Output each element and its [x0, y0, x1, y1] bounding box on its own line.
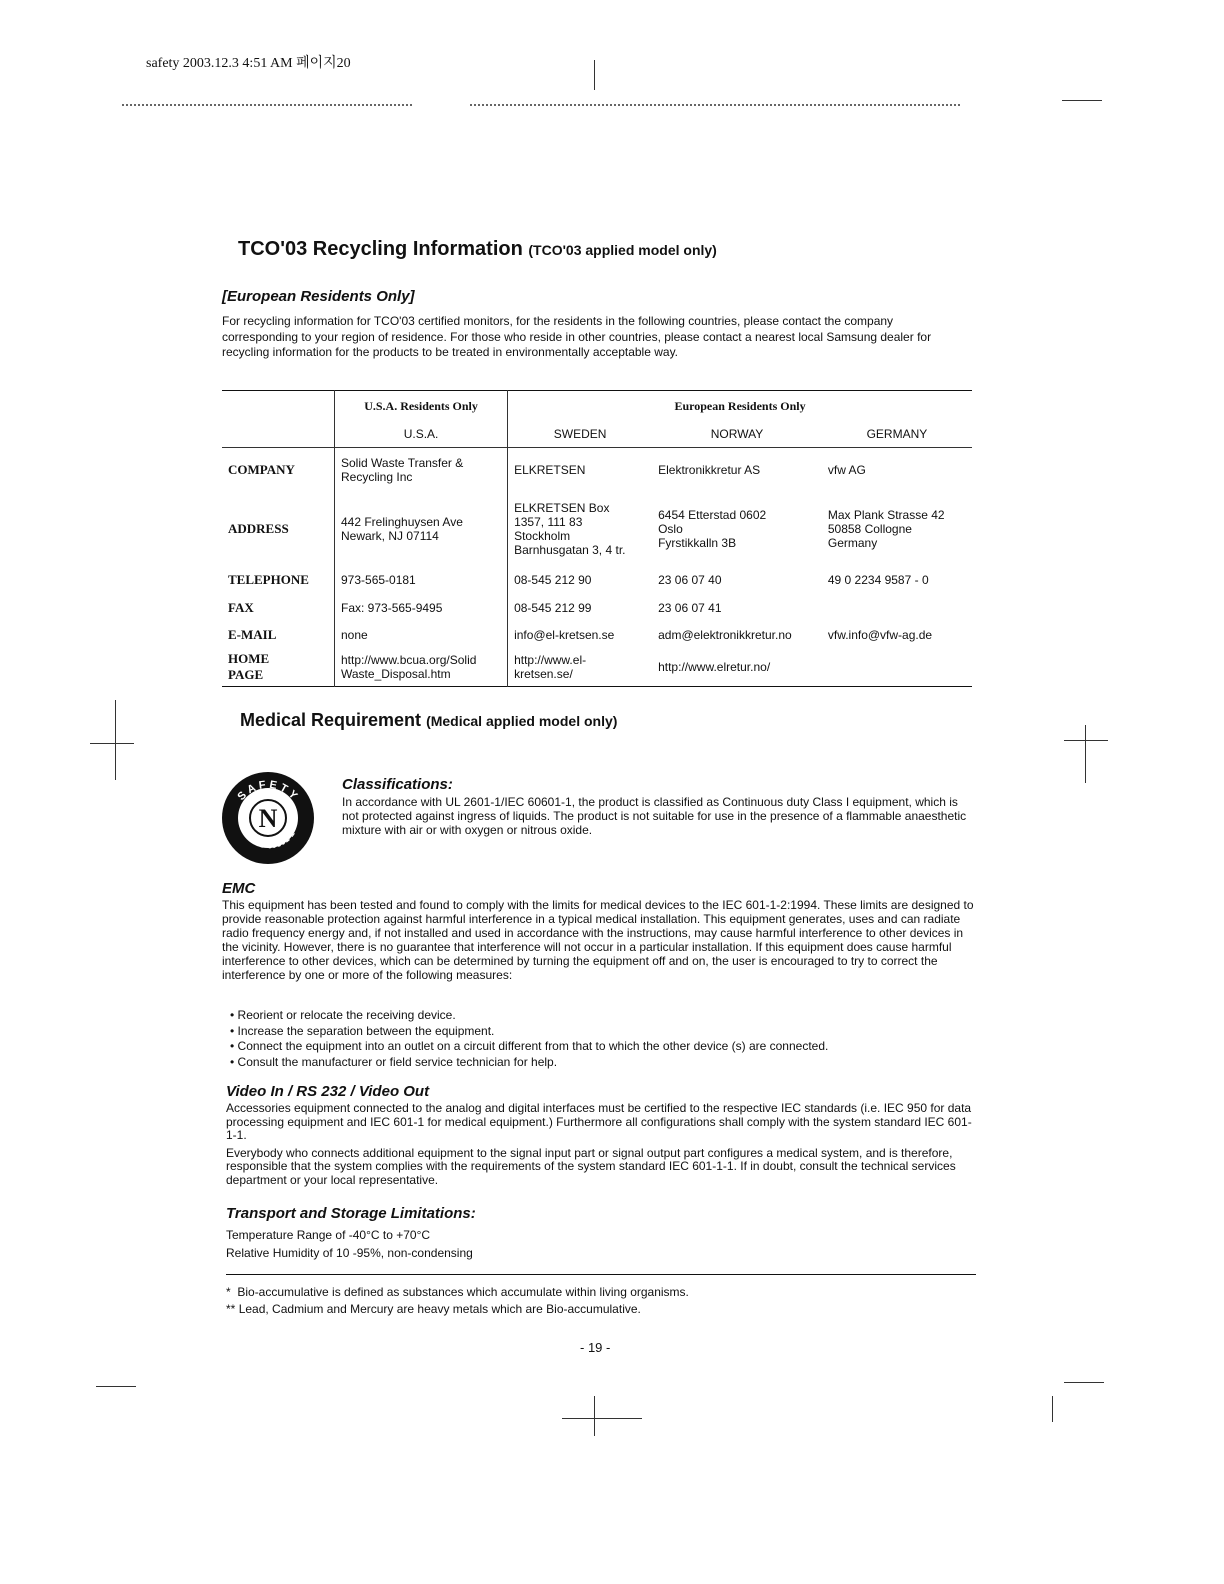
classifications-title: Classifications: — [342, 776, 453, 793]
sweden-address — [508, 492, 653, 566]
row-label-company: COMPANY — [228, 462, 295, 477]
video-rs232-body — [226, 1102, 976, 1191]
emc-title: EMC — [222, 880, 256, 897]
row-label-fax: FAX — [228, 600, 254, 615]
crop-mark-right-v — [1085, 725, 1086, 783]
seal-n-letter: N — [258, 804, 278, 833]
sweden-email[interactable]: info@el-kretsen.se — [508, 622, 653, 648]
sweden-telephone: 08-545 212 90 — [508, 566, 653, 594]
temperature-range: Temperature Range of -40°C to +70°C — [226, 1228, 431, 1242]
crop-mark-right-h — [1064, 740, 1108, 741]
empty-country-cell — [222, 421, 335, 448]
list-item: • Consult the manufacturer or field service technician for help. — [230, 1055, 970, 1071]
tco-title-note: (TCO'03 applied model only) — [528, 242, 717, 258]
footnote-2 — [226, 1301, 976, 1318]
sweden-address-line1: ELKRETSEN Box — [514, 501, 610, 515]
classifications-body: In accordance with UL 2601-1/IEC 60601-1, the product is classified as Continuous duty Class I equipment, which is not protected against ingress of liquids. The product is not suitable for use in the presence of a flammable anaesthetic mixture with air or with oxygen or nitrous oxide. — [342, 795, 967, 837]
germany-address-line1: Max Plank Strasse 42 — [827, 508, 945, 522]
table-row-email — [222, 622, 972, 648]
medical-title-note: (Medical applied model only) — [426, 713, 618, 729]
germany-telephone: 49 0 2234 9587 - 0 — [827, 573, 929, 587]
crop-mark-bottom-h — [562, 1418, 642, 1419]
list-item: • Connect the equipment into an outlet on a circuit different from that to which the other device (s) are connected. — [230, 1039, 970, 1055]
sweden-fax: 08-545 212 99 — [508, 594, 653, 622]
transport-storage-body — [226, 1226, 926, 1262]
table-row-address — [222, 492, 972, 566]
norway-telephone: 23 06 07 40 — [658, 573, 722, 587]
footnote-1-mark: * — [226, 1285, 231, 1299]
row-label-telephone: TELEPHONE — [228, 572, 309, 587]
table-row-company — [222, 448, 972, 493]
usa-telephone: 973-565-0181 — [335, 566, 508, 594]
germany-company: vfw AG — [827, 463, 866, 477]
norway-homepage[interactable]: http://www.elretur.no/ — [658, 660, 771, 674]
top-rule-right — [1062, 100, 1102, 101]
usa-homepage-line2: Waste_Disposal.htm — [341, 667, 451, 681]
norway-fax: 23 06 07 41 — [658, 601, 722, 615]
germany-address — [822, 492, 972, 566]
usa-homepage[interactable] — [335, 648, 508, 687]
corner-tick-bottom-right — [1052, 1396, 1053, 1422]
footnote-2-text: Lead, Cadmium and Mercury are heavy metals which are Bio-accumulative. — [238, 1302, 641, 1316]
crop-mark-left-v — [115, 700, 116, 780]
row-label-email: E-MAIL — [228, 627, 277, 642]
table-country-header-row — [222, 421, 972, 448]
group-eu-header: European Residents Only — [508, 391, 972, 422]
tco-title — [238, 238, 717, 261]
sweden-address-line4: Barnhusgatan 3, 4 tr. — [514, 543, 626, 557]
row-label-page: PAGE — [228, 667, 264, 682]
norway-address-line3: Fyrstikkalln 3B — [658, 536, 737, 550]
emc-measures-list — [230, 1008, 970, 1070]
crop-mark-bottom-v — [594, 1396, 595, 1436]
usa-homepage-line1: http://www.bcua.org/Solid — [341, 653, 477, 667]
norway-address — [652, 492, 822, 566]
usa-address-line2: Newark, NJ 07114 — [341, 529, 439, 543]
header-stamp: safety 2003.12.3 4:51 AM 페이지20 — [146, 56, 351, 71]
table-row-fax — [222, 594, 972, 622]
sweden-address-line2: 1357, 111 83 — [514, 515, 583, 529]
transport-storage-title: Transport and Storage Limitations: — [226, 1205, 476, 1222]
list-item: • Reorient or relocate the receiving device. — [230, 1008, 970, 1024]
safety-seal-icon — [220, 770, 316, 866]
country-germany: GERMANY — [822, 421, 972, 448]
norway-email[interactable]: adm@elektronikkretur.no — [658, 628, 792, 642]
corner-rule-bottom-left — [96, 1386, 136, 1387]
video-paragraph-2: Everybody who connects additional equipment to the signal input part or signal output part configures a medical system, and is therefore, responsible that the system complies with the requirements of the system standard IEC 601-1-1. If in doubt, consult the technical services department or your local representative. — [226, 1145, 956, 1187]
country-usa: U.S.A. — [335, 421, 508, 448]
empty-header-cell — [222, 391, 335, 422]
germany-address-line2: 50858 Collogne — [827, 522, 912, 536]
footnote-2-mark: ** — [226, 1302, 236, 1316]
table-group-header-row — [222, 391, 972, 422]
medical-title-text: Medical Requirement — [240, 710, 422, 730]
seal-bottom-text: EN/IEC 60601-1 — [239, 826, 297, 851]
sweden-homepage[interactable] — [508, 648, 653, 687]
video-rs232-title: Video In / RS 232 / Video Out — [226, 1083, 430, 1100]
norway-company: Elektronikkretur AS — [658, 463, 761, 477]
corner-rule-bottom-right — [1064, 1382, 1104, 1383]
medical-title — [240, 710, 617, 731]
tco-title-text: TCO'03 Recycling Information — [238, 238, 523, 260]
norway-address-line1: 6454 Etterstad 0602 — [658, 508, 767, 522]
sweden-company: ELKRETSEN — [508, 448, 653, 493]
row-label-address: ADDRESS — [228, 521, 289, 536]
germany-homepage — [822, 648, 972, 687]
list-item: • Increase the separation between the equipment. — [230, 1024, 970, 1040]
tco-intro-paragraph: For recycling information for TCO'03 certified monitors, for the residents in the following countries, please contact the company corresponding to your region of residence. For those who reside in other countries, please contact a nearest local Samsung dealer for recycling information for the products to be treated in environmentally acceptable way. — [222, 314, 932, 359]
germany-fax — [822, 594, 972, 622]
usa-company-line2: Recycling Inc — [341, 470, 413, 484]
footnote-1 — [226, 1284, 976, 1301]
humidity-range: Relative Humidity of 10 -95%, non-condensing — [226, 1246, 473, 1260]
top-dotted-rule-right — [470, 104, 960, 106]
table-row-homepage — [222, 648, 972, 687]
country-norway: NORWAY — [652, 421, 822, 448]
usa-company-line1: Solid Waste Transfer & — [341, 456, 464, 470]
sweden-homepage-line2: kretsen.se/ — [514, 667, 573, 681]
usa-address — [335, 492, 508, 566]
row-label-home: HOME — [228, 651, 270, 666]
usa-address-line1: 442 Frelinghuysen Ave — [341, 515, 463, 529]
footnotes — [226, 1284, 976, 1318]
usa-fax: Fax: 973-565-9495 — [335, 594, 508, 622]
sweden-homepage-line1: http://www.el- — [514, 653, 587, 667]
country-sweden: SWEDEN — [508, 421, 653, 448]
crop-mark-left-h — [90, 743, 134, 744]
usa-company — [335, 448, 508, 493]
crop-mark-top — [594, 60, 595, 90]
recycling-contacts-table — [222, 390, 972, 687]
emc-body: This equipment has been tested and found to comply with the limits for medical devices to the IEC 601-1-2:1994. These limits are designed to provide reasonable protection against harmful interference in a typical medical installation. This equipment generates, uses and can radiate radio frequency energy and, if not installed and used in accordance with the instructions, may cause harmful interference to other devices in the vicinity. However, there is no guarantee that interference will not occur in a particular installation. If this equipment does cause harmful interference to other devices, which can be determined by turning the equipment off and on, the user is encouraged to try to correct the interference by one or more of the following measures: — [222, 898, 974, 982]
seal-top-text: SAFETY — [235, 778, 302, 804]
eu-residents-subtitle: [European Residents Only] — [222, 288, 415, 305]
video-paragraph-1: Accessories equipment connected to the analog and digital interfaces must be certified to the respective IEC standards (i.e. IEC 950 for data processing equipment and IEC 601-1 for medical equipment.) Furthermore all configurations shall comply with the system standard IEC 601-1-1. — [226, 1101, 972, 1142]
footnote-divider — [226, 1274, 976, 1275]
page-number: - 19 - — [580, 1340, 611, 1355]
germany-email[interactable]: vfw.info@vfw-ag.de — [827, 628, 933, 642]
germany-address-line3: Germany — [827, 536, 878, 550]
group-usa-header: U.S.A. Residents Only — [335, 391, 508, 422]
row-label-homepage — [222, 648, 335, 687]
norway-address-line2: Oslo — [658, 522, 683, 536]
footnote-1-text: Bio-accumulative is defined as substances which accumulate within living organisms. — [237, 1285, 689, 1299]
sweden-address-line3: Stockholm — [514, 529, 571, 543]
table-row-telephone — [222, 566, 972, 594]
top-dotted-rule-left — [122, 104, 412, 106]
usa-email: none — [335, 622, 508, 648]
